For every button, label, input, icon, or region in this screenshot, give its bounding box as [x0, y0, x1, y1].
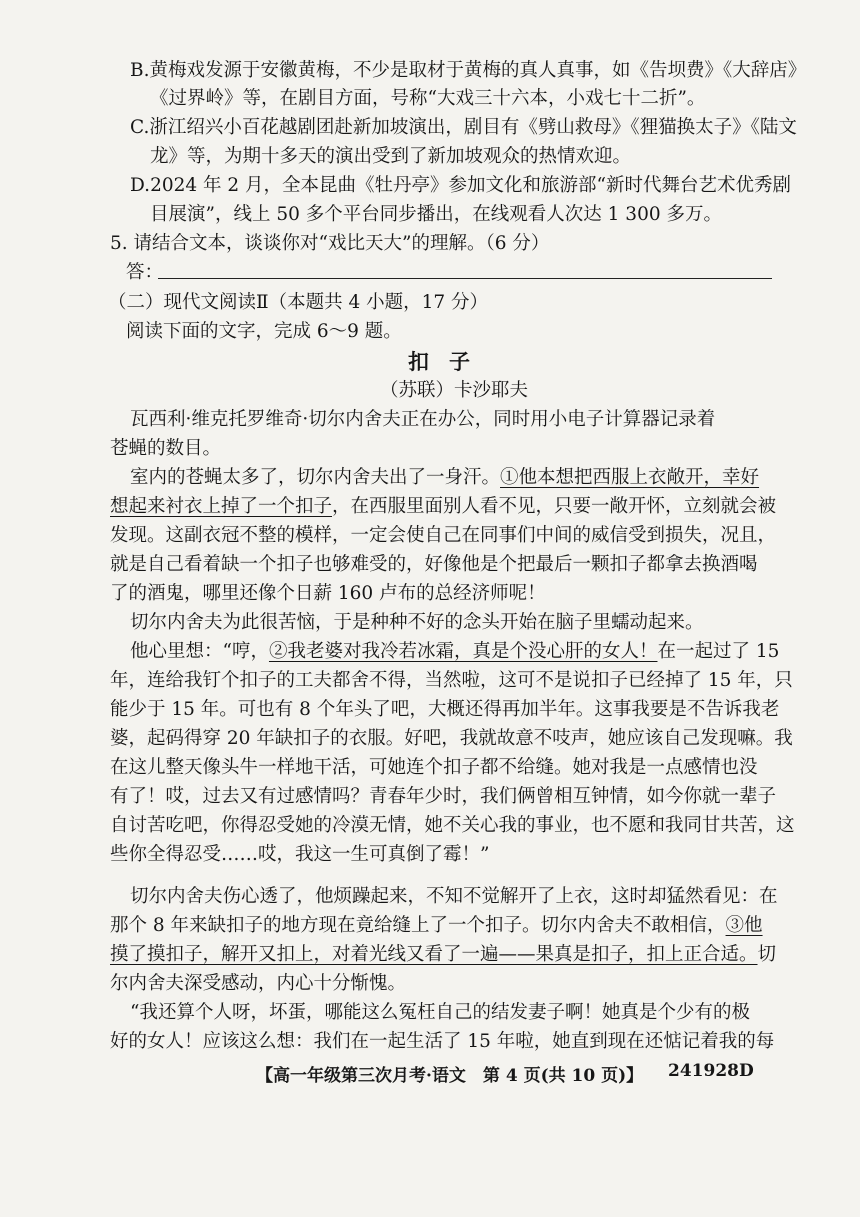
answer-blank-line[interactable] [158, 278, 772, 279]
option-c-label: C. [130, 117, 150, 138]
story-p2-line-1: 室内的苍蝇太多了，切尔内舍夫出了一身汗。①他本想把西服上衣敞开，幸好 [130, 467, 760, 488]
story-p4-line-7: 自讨苦吃吧，你得忍受她的冷漠无情，她不关心我的事业，也不愿和我同甘共苦，这 [110, 815, 795, 836]
underlined-sentence-1: ①他本想把西服上衣敞开，幸好 [500, 467, 760, 488]
story-author: （苏联）卡沙耶夫 [380, 380, 529, 401]
story-p6-line-1: “我还算个人呀，坏蛋，哪能这么冤枉自己的结发妻子啊！她真是个少有的极 [130, 1002, 750, 1023]
underlined-sentence-3: ③他 [725, 915, 763, 936]
story-p3: 切尔内舍夫为此很苦恼，于是种种不好的念头开始在脑子里蠕动起来。 [130, 612, 704, 633]
story-p4-line-1: 他心里想：“哼，②我老婆对我冷若冰霜，真是个没心肝的女人！在一起过了 15 [130, 641, 780, 662]
story-p4-line-2: 年，连给我钉个扣子的工夫都舍不得，当然啦，这可不是说扣子已经掉了 15 年，只 [110, 670, 793, 691]
option-d-line-1: D.2024 年 2 月，全本昆曲《牡丹亭》参加文化和旅游部“新时代舞台艺术优秀剧 [130, 173, 791, 199]
story-p5-line-3: 摸了摸扣子，解开又扣上，对着光线又看了一遍——果真是扣子，扣上正合适。切 [110, 944, 777, 965]
story-title: 扣子 [408, 349, 490, 374]
option-d-label: D. [130, 175, 151, 196]
option-b-line-1: B.黄梅戏发源于安徽黄梅，不少是取材于黄梅的真人真事，如《告坝费》《大辞店》 [130, 58, 806, 84]
underlined-sentence-3-cont: 摸了摸扣子，解开又扣上，对着光线又看了一遍——果真是扣子，扣上正合适。 [110, 944, 758, 965]
story-p2-line-4: 就是自己看着缺一个扣子也够难受的，好像他是个把最后一颗扣子都拿去换酒喝 [110, 554, 758, 575]
underlined-sentence-1-cont: 想起来衬衣上掉了一个扣子 [110, 496, 333, 517]
option-c-line-2: 龙》等，为期十多天的演出受到了新加坡观众的热情欢迎。 [150, 146, 632, 167]
footer-code: 241928D [668, 1061, 754, 1081]
story-p1-line-1: 瓦西利·维克托罗维奇·切尔内舍夫正在办公，同时用小电子计算器记录着 [130, 409, 716, 430]
option-d-line-2: 目展演”，线上 50 多个平台同步播出，在线观看人次达 1 300 多万。 [150, 204, 722, 225]
option-c-line-1: C.浙江绍兴小百花越剧团赴新加坡演出，剧目有《劈山救母》《狸猫换太子》《陆文 [130, 115, 797, 141]
section-heading: （二）现代文阅读Ⅱ（本题共 4 小题，17 分） [108, 292, 489, 313]
story-p5-line-1: 切尔内舍夫伤心透了，他烦躁起来，不知不觉解开了上衣，这时却猛然看见：在 [130, 886, 778, 907]
story-p6-line-2: 好的女人！应该这么想：我们在一起生活了 15 年啦，她直到现在还惦记着我的每 [110, 1031, 775, 1052]
underlined-sentence-2: ②我老婆对我冷若冰霜，真是个没心肝的女人！ [268, 641, 658, 662]
story-p4-line-3: 能少于 15 年。可也有 8 个年头了吧，大概还得再加半年。这事我要是不告诉我老 [110, 699, 780, 720]
story-p2-line-5: 了的酒鬼，哪里还像个日薪 160 卢布的总经济师呢！ [110, 583, 546, 604]
story-p4-line-4: 婆，起码得穿 20 年缺扣子的衣服。好吧，我就故意不吱声，她应该自己发现嘛。我 [110, 728, 793, 749]
story-p2-line-3: 发现。这副衣冠不整的模样，一定会使自己在同事们中间的威信受到损失，况且， [110, 525, 777, 546]
section-instruction: 阅读下面的文字，完成 6～9 题。 [126, 321, 402, 342]
question-5: 5. 请结合文本，谈谈你对“戏比天大”的理解。（6 分） [110, 233, 550, 254]
answer-label: 答： [126, 262, 164, 283]
story-p2-line-2: 想起来衬衣上掉了一个扣子，在西服里面别人看不见，只要一敞开怀，立刻就会被 [110, 496, 777, 517]
option-b-label: B. [130, 60, 150, 81]
story-p5-line-4: 尔内舍夫深受感动，内心十分惭愧。 [110, 973, 407, 994]
footer-exam-info: 【高一年级第三次月考·语文 第 4 页(共 10 页)】 [256, 1066, 644, 1086]
story-p4-line-5: 在这儿整天像头牛一样地干活，可她连个扣子都不给缝。她对我是一点感情也没 [110, 757, 758, 778]
story-p4-line-6: 有了！哎，过去又有过感情吗？青春年少时，我们俩曾相互钟情，如今你就一辈子 [110, 786, 777, 807]
option-b-line-2: 《过界岭》等，在剧目方面，号称“大戏三十六本，小戏七十二折”。 [150, 88, 706, 109]
story-p4-line-8: 些你全得忍受……哎，我这一生可真倒了霉！” [110, 844, 490, 865]
story-p5-line-2: 那个 8 年来缺扣子的地方现在竟给缝上了一个扣子。切尔内舍夫不敢相信，③他 [110, 915, 763, 936]
story-p1-line-2: 苍蝇的数目。 [110, 438, 222, 459]
